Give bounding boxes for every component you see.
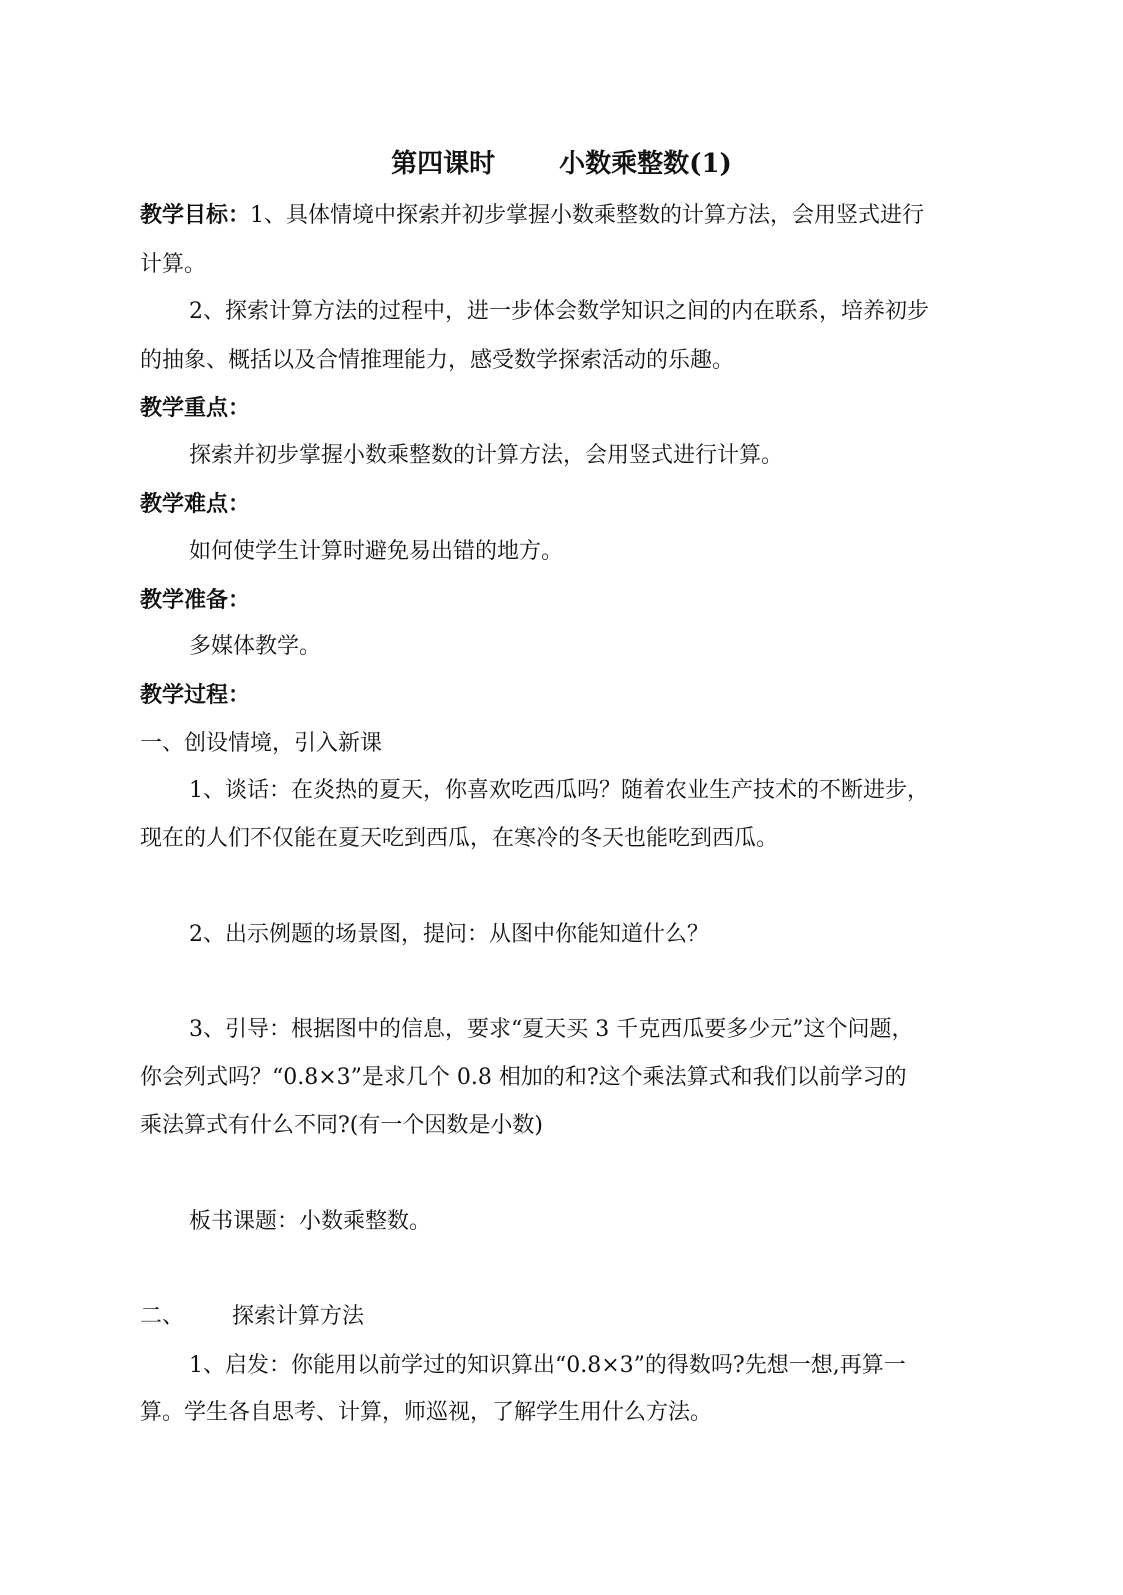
section-1-p3-line-1: 3、引导：根据图中的信息，要求“夏天买 3 千克西瓜要多少元”这个问题， <box>189 1017 914 1042</box>
section-1-p2: 2、出示例题的场景图，提问：从图中你能知道什么？ <box>189 922 709 947</box>
preparation-label: 教学准备： <box>140 587 251 613</box>
section-2-heading <box>140 1302 1020 1332</box>
section-1-p3-line-2: 你会列式吗？“0.8×3”是求几个 0.8 相加的和?这个乘法算式和我们以前学习的 <box>140 1065 907 1090</box>
key-point-label: 教学重点： <box>140 395 251 421</box>
process-label: 教学过程： <box>140 682 251 708</box>
section-1-p1-line-1: 1、谈话：在炎热的夏天，你喜欢吃西瓜吗？随着农业生产技术的不断进步， <box>189 778 929 803</box>
page-title <box>0 143 1123 180</box>
objective-1-text: 1、具体情境中探索并初步掌握小数乘整数的计算方法，会用竖式进行 <box>250 203 925 228</box>
difficulty-label: 教学难点： <box>140 491 251 517</box>
section-2-p1-line-2: 算。学生各自思考、计算，师巡视，了解学生用什么方法。 <box>140 1400 713 1425</box>
difficulty-text: 如何使学生计算时避免易出错的地方。 <box>189 539 564 564</box>
title-lesson-number: 第四课时 <box>391 149 496 179</box>
section-2-number: 二、 <box>140 1304 185 1329</box>
objective-2-line-2: 的抽象、概括以及合情推理能力，感受数学探索活动的乐趣。 <box>140 348 735 373</box>
title-lesson-topic: 小数乘整数(1) <box>559 149 732 179</box>
section-1-p3-line-3: 乘法算式有什么不同?(有一个因数是小数) <box>140 1113 543 1138</box>
objectives-line-1 <box>140 200 1020 231</box>
key-point-text: 探索并初步掌握小数乘整数的计算方法，会用竖式进行计算。 <box>189 443 784 468</box>
section-2-p1-line-1: 1、启发：你能用以前学过的知识算出“0.8×3”的得数吗?先想一想,再算一 <box>189 1353 906 1378</box>
section-1-p4: 板书课题：小数乘整数。 <box>189 1209 432 1234</box>
section-2-title: 探索计算方法 <box>232 1304 365 1329</box>
section-1-p1-line-2: 现在的人们不仅能在夏天吃到西瓜，在寒冷的冬天也能吃到西瓜。 <box>140 826 779 851</box>
preparation-text: 多媒体教学。 <box>189 634 322 659</box>
objectives-label: 教学目标： <box>140 202 251 228</box>
objective-2-line-1: 2、探索计算方法的过程中，进一步体会数学知识之间的内在联系，培养初步 <box>189 299 929 324</box>
objectives-line-2: 计算。 <box>140 252 207 277</box>
section-1-heading: 一、创设情境，引入新课 <box>140 731 383 756</box>
